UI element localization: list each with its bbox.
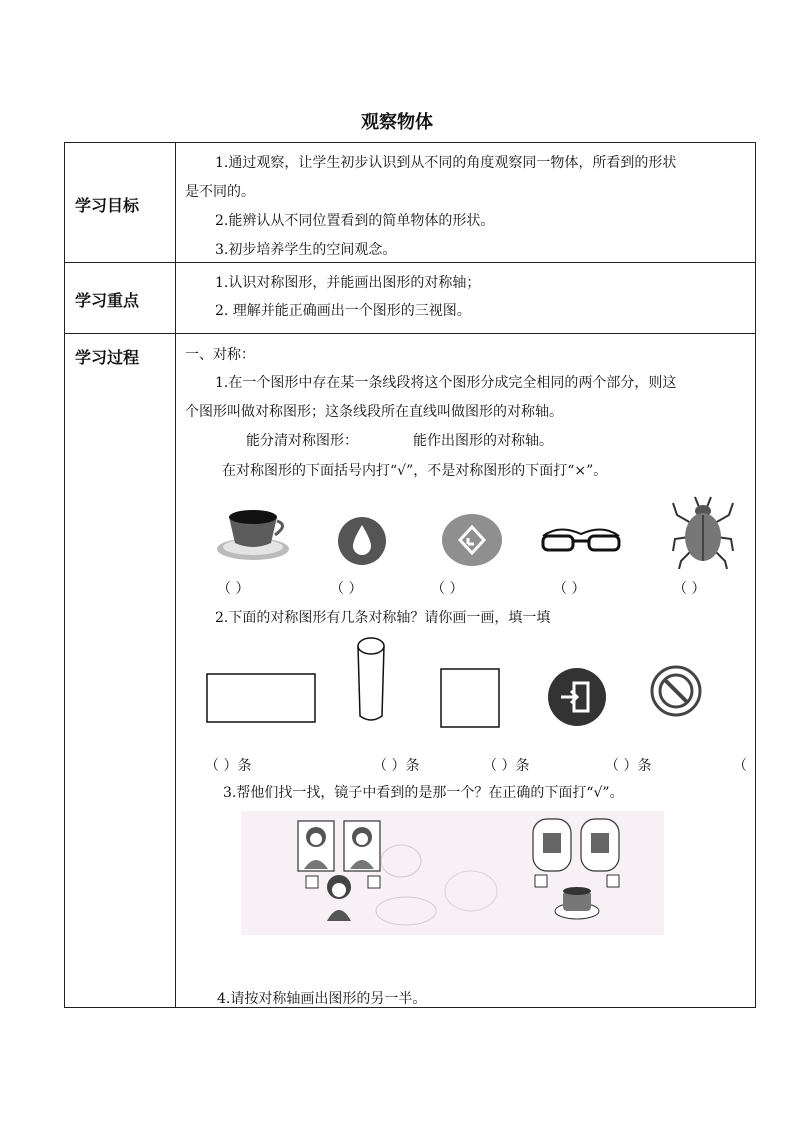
study-table	[64, 142, 756, 1008]
axis-count-blank[interactable]: （ ）条	[205, 758, 252, 774]
row-divider	[65, 333, 755, 334]
arrow-badge-icon	[442, 514, 502, 570]
goal-line: 2.能辨认从不同位置看到的简单物体的形状。	[215, 213, 495, 229]
no-entry-sign-icon	[650, 665, 702, 721]
water-drop-icon	[337, 516, 387, 570]
rectangle-shape	[206, 673, 318, 729]
axis-count-blank[interactable]: （ ）条	[483, 758, 530, 774]
process-heading: 学习过程	[75, 348, 140, 367]
question-2: 2.下面的对称图形有几条对称轴？请你画一画，填一填	[215, 610, 551, 626]
goal-line: 是不同的。	[185, 184, 255, 200]
axis-count-blank[interactable]: （ ）条	[605, 758, 652, 774]
ability-text: 能作出图形的对称轴。	[413, 433, 553, 449]
keypoint-line: 1.认识对称图形，并能画出图形的对称轴；	[215, 275, 481, 291]
axis-count-blank[interactable]: （	[733, 758, 747, 774]
square-shape	[440, 668, 502, 734]
coffee-cup-icon	[215, 503, 291, 567]
answer-blank[interactable]: （ ）	[431, 581, 464, 597]
page-title: 观察物体	[361, 112, 433, 133]
keypoint-line: 2. 理解并能正确画出一个图形的三视图。	[215, 303, 471, 319]
column-divider	[175, 143, 176, 1007]
axis-count-blank[interactable]: （ ）条	[373, 758, 420, 774]
goal-line: 3.初步培养学生的空间观念。	[215, 242, 397, 258]
goals-heading: 学习目标	[75, 196, 140, 215]
row-divider	[65, 262, 755, 263]
answer-blank[interactable]: （ ）	[330, 581, 363, 597]
answer-blank[interactable]: （ ）	[673, 581, 706, 597]
definition-line: 个图形叫做对称图形；这条线段所在直线叫做图形的对称轴。	[185, 404, 563, 420]
question-3: 3.帮他们找一找，镜子中看到的是那一个？在正确的下面打“√”。	[223, 785, 624, 801]
beetle-icon	[671, 493, 735, 573]
ability-text: 能分清对称图形：	[246, 433, 358, 449]
answer-blank[interactable]: （ ）	[553, 581, 586, 597]
instruction-text: 在对称图形的下面括号内打“√”，不是对称图形的下面打“×”。	[222, 463, 608, 479]
definition-line: 1.在一个图形中存在某一条线段将这个图形分成完全相同的两个部分，则这	[215, 375, 677, 391]
section-heading: 一、对称：	[185, 347, 255, 363]
exit-sign-icon	[547, 667, 607, 731]
cylinder-shape	[355, 636, 387, 728]
answer-blank[interactable]: （ ）	[217, 581, 250, 597]
question-4: 4.请按对称轴画出图形的另一半。	[217, 991, 427, 1007]
goal-line: 1.通过观察，让学生初步认识到从不同的角度观察同一物体，所看到的形状	[215, 155, 677, 171]
keypoints-heading: 学习重点	[75, 291, 140, 310]
mirror-picture	[241, 811, 664, 935]
glasses-icon	[539, 526, 623, 560]
